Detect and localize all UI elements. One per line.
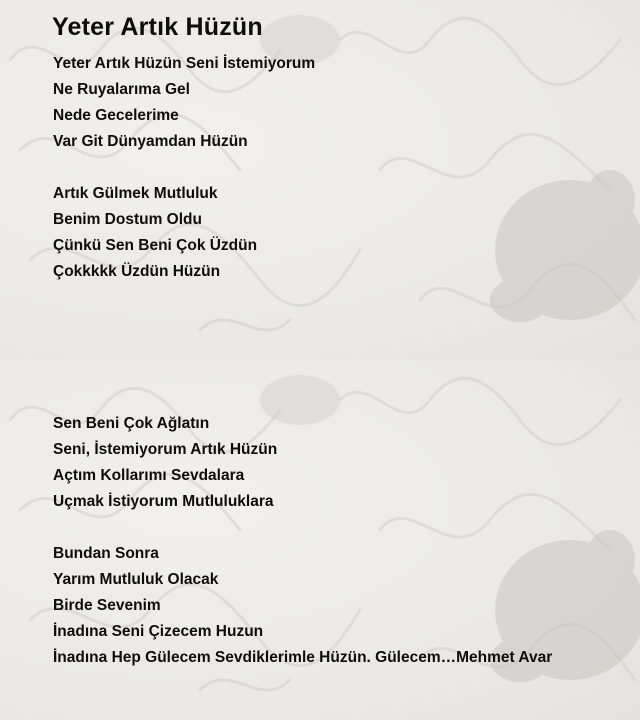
poem-line: Nede Gecelerime [53,107,179,124]
poem-line: Artık Gülmek Mutluluk [53,185,218,202]
poem-title: Yeter Artık Hüzün [52,13,263,41]
poem-line: Birde Sevenim [53,597,161,614]
poem-line: Çokkkkk Üzdün Hüzün [53,263,221,280]
stanza-4 [53,541,552,671]
poem-line: Ne Ruyalarıma Gel [53,81,190,98]
stanza-2 [53,181,257,285]
poem-line: Sen Beni Çok Ağlatın [53,415,210,432]
poem-line: Çünkü Sen Beni Çok Üzdün [53,237,258,254]
poem-line: Açtım Kollarımı Sevdalara [53,467,245,484]
poem-line: Seni, İstemiyorum Artık Hüzün [53,441,278,458]
poem-line: Bundan Sonra [53,545,159,562]
poem-line: Yarım Mutluluk Olacak [53,571,219,588]
poem-line: İnadına Seni Çizecem Huzun [53,623,264,640]
poem-line: Yeter Artık Hüzün Seni İstemiyorum [53,55,316,72]
poem-line: Uçmak İstiyorum Mutluluklara [53,493,274,510]
stanza-1 [53,51,315,155]
stanza-3 [53,411,277,515]
poem-line: İnadına Hep Gülecem Sevdiklerimle Hüzün. Gülecem…Mehmet Avar [53,649,553,666]
poem-line: Benim Dostum Oldu [53,211,202,228]
poem-line: Var Git Dünyamdan Hüzün [53,133,248,150]
